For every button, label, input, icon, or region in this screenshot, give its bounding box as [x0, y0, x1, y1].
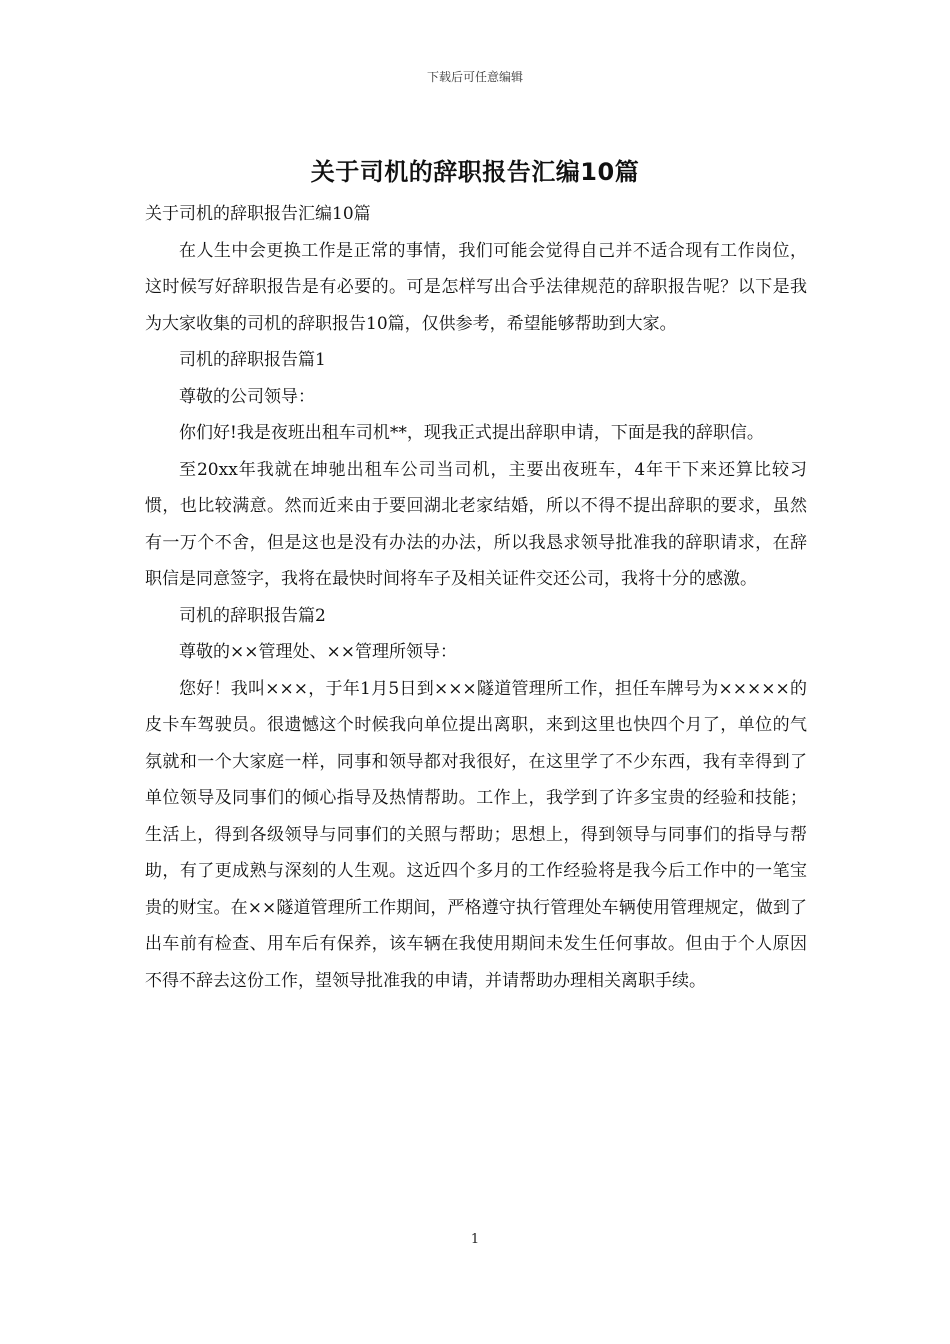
subtitle-line: 关于司机的辞职报告汇编10篇 [145, 204, 371, 224]
section-heading-1: 司机的辞职报告篇1 [179, 350, 326, 370]
header-note: 下载后可任意编辑 [426, 70, 523, 84]
body-paragraph: 你们好!我是夜班出租车司机**，现我正式提出辞职申请，下面是我的辞职信。 [179, 423, 764, 443]
body-paragraph: 至20xx年我就在坤驰出租车公司当司机，主要出夜班车，4年干下来还算比较习惯，也比较满意。然而近来由于要回湖北老家结婚，所以不得不提出辞职的要求，虽然有一万个不舍，但是这也是没有办法的办法，所以我恳求领导批准我的辞职请求，在辞职信是同意签字，我将在最快时间将车子及相关证件交还公司，我将十分的感激。 [145, 459, 807, 589]
page-number: 1 [470, 1232, 480, 1247]
salutation-1: 尊敬的公司领导： [179, 386, 315, 407]
document-body [145, 196, 807, 999]
document-title: 关于司机的辞职报告汇编10篇 [310, 158, 640, 186]
body-paragraph: 您好！我叫×××，于年1月5日到×××隧道管理所工作，担任车牌号为×××××的皮卡车驾驶员。很遗憾这个时候我向单位提出离职，来到这里也快四个月了，单位的气氛就和一个大家庭一样，同事和领导都对我很好，在这里学了不少东西，我有幸得到了单位领导及同事们的倾心指导及热情帮助。工作上，我学到了许多宝贵的经验和技能；生活上，得到各级领导与同事们的关照与帮助；思想上，得到领导与同事们的指导与帮助，有了更成熟与深刻的人生观。这近四个多月的工作经验将是我今后工作中的一笔宝贵的财宝。在××隧道管理所工作期间，严格遵守执行管理处车辆使用管理规定，做到了出车前有检查、用车后有保养，该车辆在我使用期间未发生任何事故。但由于个人原因不得不辞去这份工作，望领导批准我的申请，并请帮助办理相关离职手续。 [145, 678, 807, 991]
section-heading-2: 司机的辞职报告篇2 [179, 605, 326, 626]
intro-paragraph: 在人生中会更换工作是正常的事情，我们可能会觉得自己并不适合现有工作岗位，这时候写好辞职报告是有必要的。可是怎样写出合乎法律规范的辞职报告呢？以下是我为大家收集的司机的辞职报告10篇，仅供参考，希望能够帮助到大家。 [145, 240, 807, 334]
salutation-2: 尊敬的××管理处、××管理所领导： [179, 642, 457, 662]
